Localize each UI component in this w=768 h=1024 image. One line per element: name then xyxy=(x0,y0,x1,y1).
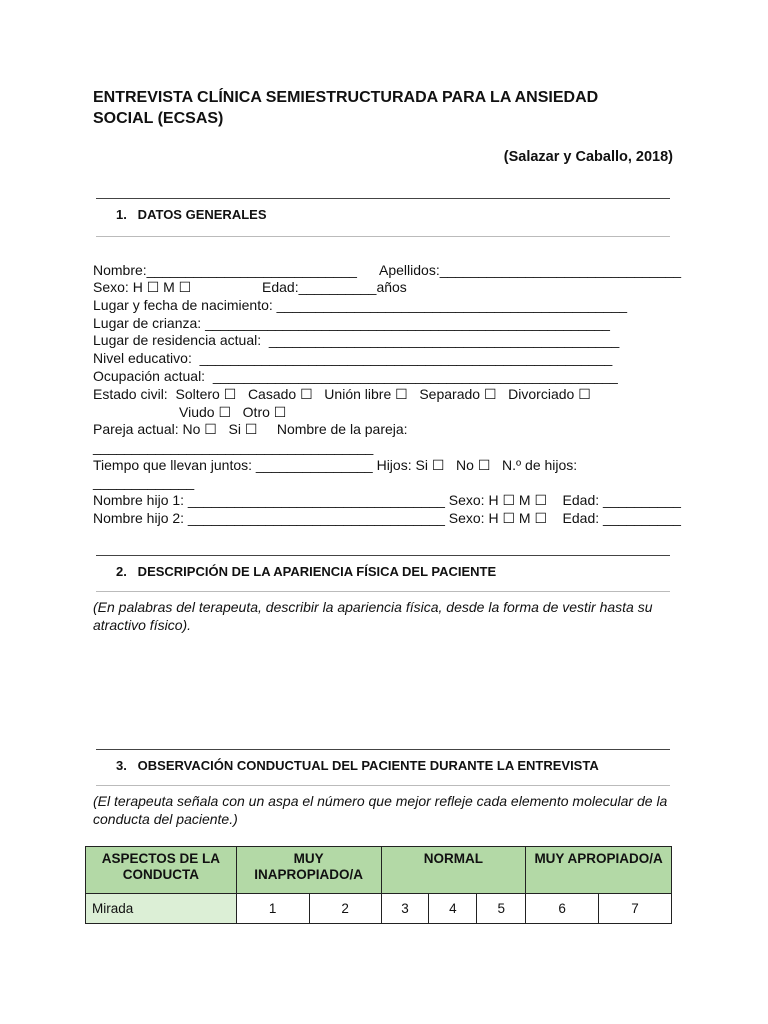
section-1-heading: 1. DATOS GENERALES xyxy=(116,207,267,222)
table-header-row xyxy=(86,847,672,894)
table-row xyxy=(86,894,672,924)
score-cell-1[interactable]: 1 xyxy=(236,894,309,924)
document-title-line-1: ENTREVISTA CLÍNICA SEMIESTRUCTURADA PARA LA ANSIEDAD xyxy=(93,89,599,106)
field-nivel-educativo[interactable]: Nivel educativo: _____________________________________________________ xyxy=(93,350,613,366)
section-3-bottom-rule xyxy=(96,785,670,786)
section-2-instructions: (En palabras del terapeuta, describir la apariencia física, desde la forma de vestir hasta su atractivo físico). xyxy=(93,599,653,633)
section-2-heading: 2. DESCRIPCIÓN DE LA APARIENCIA FÍSICA DEL PACIENTE xyxy=(116,564,497,579)
field-lugar-crianza[interactable]: Lugar de crianza: ____________________________________________________ xyxy=(93,315,610,331)
section-2-bottom-rule xyxy=(96,591,670,592)
score-cell-2[interactable]: 2 xyxy=(309,894,381,924)
citation: (Salazar y Caballo, 2018) xyxy=(503,149,673,165)
section-2-top-rule xyxy=(96,555,670,556)
score-cell-3[interactable]: 3 xyxy=(381,894,429,924)
section-1-top-rule xyxy=(96,198,670,199)
behavior-rating-table xyxy=(85,846,672,924)
field-sexo[interactable]: Sexo: H ☐ M ☐ xyxy=(93,279,192,295)
field-ocupacion[interactable]: Ocupación actual: ____________________________________________________ xyxy=(93,368,618,384)
section-3-heading: 3. OBSERVACIÓN CONDUCTUAL DEL PACIENTE DURANTE LA ENTREVISTA xyxy=(116,758,599,773)
header-aspectos: ASPECTOS DE LA CONDUCTA xyxy=(86,847,237,894)
score-cell-4[interactable]: 4 xyxy=(429,894,477,924)
score-cell-6[interactable]: 6 xyxy=(526,894,599,924)
field-hijo-2[interactable]: Nombre hijo 2: _________________________________ Sexo: H ☐ M ☐ Edad: __________ xyxy=(93,510,681,526)
field-num-hijos-line[interactable]: _____________ xyxy=(93,474,195,490)
header-muy-inapropiado: MUY INAPROPIADO/A xyxy=(236,847,381,894)
row-label-mirada: Mirada xyxy=(86,894,237,924)
field-estado-civil-cont[interactable]: Viudo ☐ Otro ☐ xyxy=(179,404,287,420)
score-cell-7[interactable]: 7 xyxy=(599,894,672,924)
field-lugar-nacimiento[interactable]: Lugar y fecha de nacimiento: _____________________________________________ xyxy=(93,297,628,313)
header-muy-apropiado: MUY APROPIADO/A xyxy=(526,847,672,894)
field-nombre[interactable]: Nombre:___________________________ xyxy=(93,262,357,278)
field-apellidos[interactable]: Apellidos:_______________________________ xyxy=(379,262,682,278)
score-cell-5[interactable]: 5 xyxy=(477,894,526,924)
section-3-top-rule xyxy=(96,749,670,750)
field-hijo-1[interactable]: Nombre hijo 1: _________________________________ Sexo: H ☐ M ☐ Edad: __________ xyxy=(93,492,681,508)
document-title-line-2: SOCIAL (ECSAS) xyxy=(93,110,224,127)
field-residencia[interactable]: Lugar de residencia actual: _____________________________________________ xyxy=(93,332,620,348)
field-tiempo-hijos[interactable]: Tiempo que llevan juntos: _______________ Hijos: Si ☐ No ☐ N.º de hijos: xyxy=(93,457,578,473)
field-pareja-nombre-line[interactable]: ____________________________________ xyxy=(93,439,374,455)
field-edad[interactable]: Edad:__________años xyxy=(262,279,407,295)
field-estado-civil[interactable]: Estado civil: Soltero ☐ Casado ☐ Unión libre ☐ Separado ☐ Divorciado ☐ xyxy=(93,386,591,402)
field-pareja[interactable]: Pareja actual: No ☐ Si ☐ Nombre de la pareja: xyxy=(93,421,408,437)
section-3-instructions: (El terapeuta señala con un aspa el número que mejor refleje cada elemento molecular de la conducta del paciente.) xyxy=(93,793,668,827)
section-1-bottom-rule xyxy=(96,236,670,237)
header-normal: NORMAL xyxy=(381,847,526,894)
